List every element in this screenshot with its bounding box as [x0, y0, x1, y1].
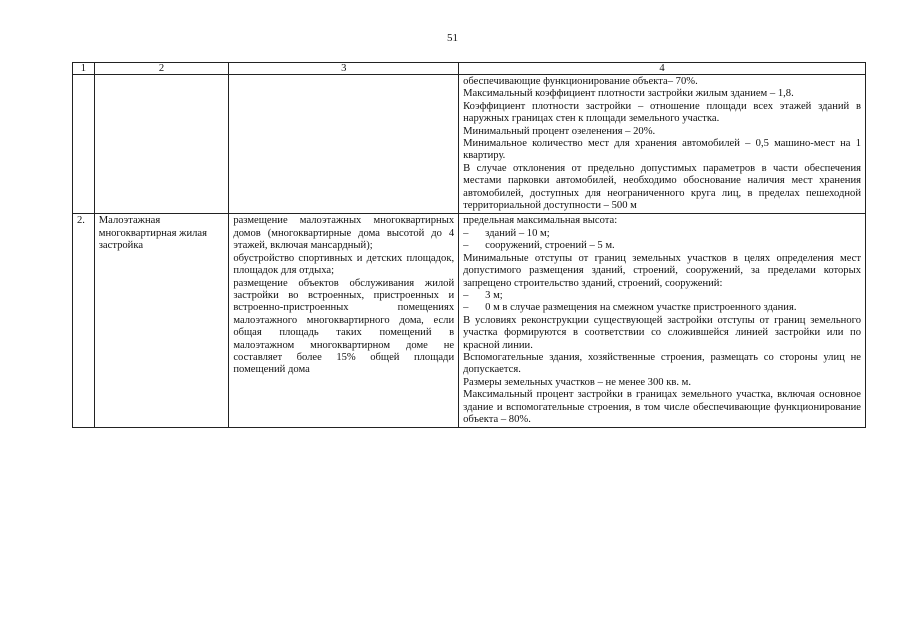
use-name-cell: Малоэтажная многоквартирная жилая застройка [94, 214, 229, 428]
parameter-text: Минимальный процент озеленения – 20%. [463, 125, 656, 137]
parameters-cell [459, 75, 866, 214]
row-number-cell [73, 75, 95, 214]
column-header: 2 [94, 63, 229, 75]
column-header: 3 [229, 63, 459, 75]
use-text: размещение малоэтажных многоквартирных домов (многоквартирные дома высотой до 4 этажей, включая мансардный); [233, 215, 455, 252]
dash-marker: – [463, 302, 469, 314]
parameter-text: Вспомогательные здания, хозяйственные строения, размещать со стороны улиц не допускается. [463, 351, 861, 376]
dash-marker: – [463, 227, 469, 239]
parameter-text: предельная максимальная высота: [463, 215, 618, 227]
parameter-text: Коэффициент плотности застройки – отношение площади всех этажей зданий в наружных границах стен к площади земельного участка. [463, 100, 861, 125]
parameter-text: Размеры земельных участков – не менее 300 кв. м. [463, 376, 692, 388]
list-item [463, 240, 861, 252]
parameter-text: обеспечивающие функционирование объекта– 70%. [463, 76, 698, 87]
regulations-table [72, 62, 866, 428]
list-item [463, 302, 861, 314]
list-item-text: 3 м; [485, 289, 503, 301]
column-header: 1 [73, 63, 95, 75]
dash-marker: – [463, 240, 469, 252]
column-header: 4 [459, 63, 866, 75]
parameter-text: Максимальный процент застройки в границах земельного участка, включая основное здание и вспомогательные строения, в том числе обеспечивающие функционирование объекта – 80%. [463, 389, 861, 425]
list-item [463, 290, 861, 302]
use-description-cell [229, 214, 459, 428]
table-header-row [73, 63, 866, 75]
parameter-text: В случае отклонения от предельно допустимых параметров в части обеспечения местами парковки автомобилей, необходимо обоснование наличия мест хранения автомобилей, доступных для неограниченного круга лиц, в пределах пешеходной территориальной доступности – 500 м [463, 162, 861, 212]
list-item-text: 0 м в случае размещения на смежном участке пристроенного здания. [485, 302, 797, 314]
table-row [73, 75, 866, 214]
page-number: 51 [447, 32, 458, 44]
use-description-cell [229, 75, 459, 214]
table-row [73, 214, 866, 428]
use-text: размещение объектов обслуживания жилой застройки во встроенных, пристроенных и встроенно-пристроенных помещениях малоэтажного многоквартирного дома, если общая площадь таких помещений в малоэтажном многоквартирном доме не составляет более 15% общей площади помещений дома [233, 277, 455, 376]
parameter-text: В условиях реконструкции существующей застройки отступы от границ земельного участка формируются в соответствии со сложившейся линией застройки или по красной линии. [463, 314, 861, 351]
use-name-cell [94, 75, 229, 214]
list-item [463, 228, 861, 240]
parameter-text: Минимальное количество мест для хранения автомобилей – 0,5 машино-мест на 1 квартиру. [463, 138, 861, 162]
parameters-cell [459, 214, 866, 428]
dash-marker: – [463, 289, 469, 301]
parameter-text: Максимальный коэффициент плотности застройки жилым зданием – 1,8. [463, 88, 794, 100]
list-item-text: зданий – 10 м; [485, 227, 550, 239]
row-number-cell: 2. [73, 214, 95, 428]
parameter-text: Минимальные отступы от границ земельных участков в целях определения мест допустимого размещения зданий, строений, сооружений, за пределами которых запрещено строительство зданий, строений, сооружений: [463, 252, 861, 289]
use-text: обустройство спортивных и детских площадок, площадок для отдыха; [233, 252, 455, 277]
list-item-text: сооружений, строений – 5 м. [485, 240, 615, 252]
